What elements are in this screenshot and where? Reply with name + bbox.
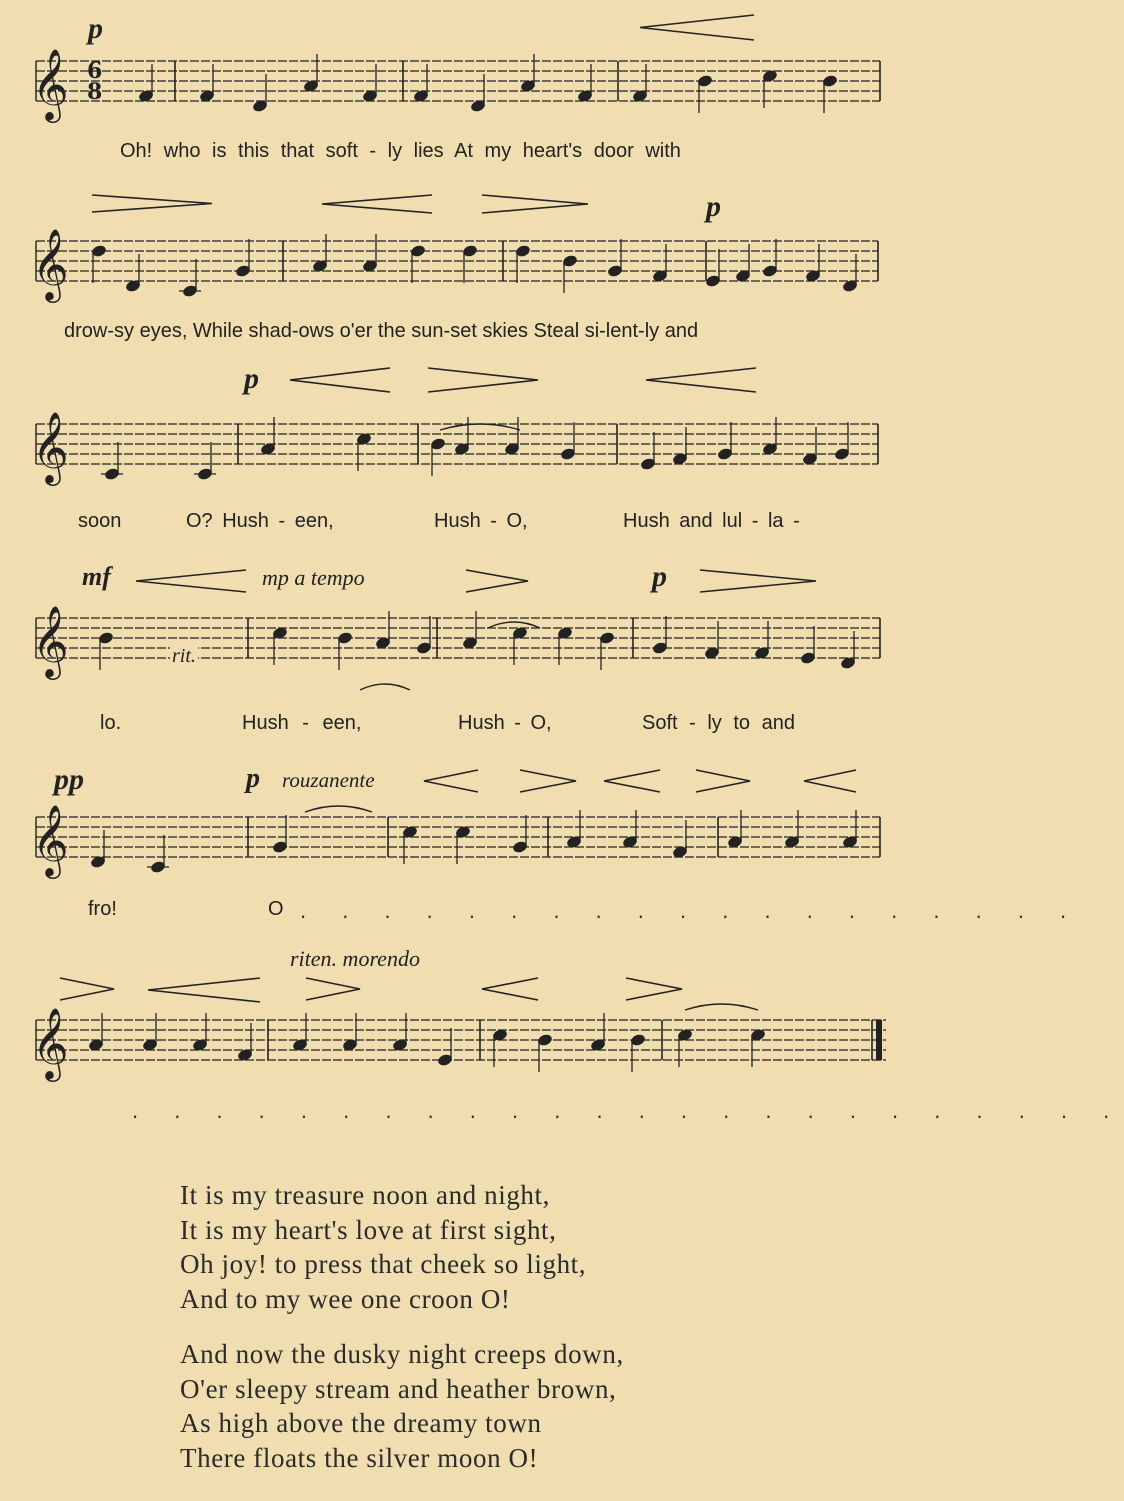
lyric-hush-o-1: Hush - O, — [434, 510, 528, 532]
tempo-riten-morendo: riten. morendo — [290, 946, 420, 971]
verse-line: It is my heart's love at first sight, — [180, 1214, 557, 1245]
crescendo-hairpin — [322, 195, 432, 213]
slur — [360, 684, 410, 690]
treble-clef-icon: 𝄞 — [32, 227, 69, 300]
diminuendo-hairpin — [428, 368, 538, 392]
lyric-hush-lullalo: Hush and lul - la - — [623, 510, 800, 532]
slur — [440, 424, 520, 430]
diminuendo-hairpin — [60, 978, 114, 1000]
dynamic-p-2: p — [706, 190, 721, 223]
verse-line: There floats the silver moon O! — [180, 1442, 539, 1473]
final-barline — [876, 1020, 882, 1060]
lyric-softly-to-and: Soft - ly to and — [642, 712, 795, 734]
crescendo-hairpin — [482, 978, 538, 1000]
lyric-hush-o-2: Hush - O, — [458, 712, 552, 734]
dynamic-p-1: p — [88, 12, 103, 45]
dynamic-p-3: p — [244, 362, 259, 395]
lyric-hush-een-2: Hush - een, — [242, 712, 362, 734]
verse-line: And now the dusky night creeps down, — [180, 1339, 624, 1369]
crescendo-hairpin — [148, 978, 260, 1002]
diminuendo-hairpin — [306, 978, 360, 1000]
verse-line: Oh joy! to press that cheek so light, — [180, 1249, 587, 1279]
dynamic-mf: mf — [82, 562, 111, 591]
diminuendo-hairpin — [626, 978, 682, 1000]
verse-line: And to my wee one croon O! — [180, 1283, 511, 1314]
lyric-hush-een-1: O? Hush - een, — [186, 510, 334, 532]
tempo-rit: rit. — [172, 645, 196, 667]
dynamic-p-5: p — [246, 763, 260, 794]
melisma-dots-2: . . . . . . . . . . . . . . . . . . . . . . . . — [132, 1098, 1124, 1123]
crescendo-hairpin — [290, 368, 390, 392]
treble-clef-icon: 𝄞 — [32, 604, 69, 677]
tempo-mp-a-tempo: mp a tempo — [262, 565, 365, 590]
treble-clef-icon: 𝄞 — [32, 803, 69, 876]
verse-line: It is my treasure noon and night, — [180, 1180, 550, 1210]
treble-clef-icon: 𝄞 — [32, 1006, 69, 1079]
slur — [488, 622, 540, 628]
crescendo-hairpin — [604, 770, 660, 792]
crescendo-hairpin — [640, 15, 754, 40]
lyrics-system-1: Oh! who is this that soft - ly lies At my heart's door with — [120, 140, 681, 162]
verse-3 — [180, 1337, 624, 1475]
crescendo-hairpin — [424, 770, 478, 792]
diminuendo-hairpin — [700, 570, 816, 592]
dynamic-pp: pp — [54, 763, 84, 796]
diminuendo-hairpin — [696, 770, 750, 792]
verse-line: As high above the dreamy town — [180, 1408, 542, 1438]
crescendo-hairpin — [646, 368, 756, 392]
diminuendo-hairpin — [482, 195, 588, 213]
melisma-dots-1: . . . . . . . . . . . . . . . . . . . — [300, 898, 1082, 923]
lyrics-system-2: drow-sy eyes, While shad-ows o'er the sun-set skies Steal si-lent-ly and — [64, 320, 699, 342]
dynamic-p-4: p — [652, 560, 667, 593]
time-signature-bottom: 8 — [87, 79, 103, 105]
verse-line: O'er sleepy stream and heather brown, — [180, 1373, 617, 1404]
slur — [305, 806, 372, 812]
time-signature-top: 6 — [87, 58, 103, 84]
lyric-lo: lo. — [100, 712, 122, 734]
slur — [685, 1004, 758, 1010]
lyric-o-melisma: O — [268, 898, 284, 920]
crescendo-hairpin — [804, 770, 856, 792]
tempo-rouzanente: rouzanente — [282, 768, 375, 792]
diminuendo-hairpin — [520, 770, 576, 792]
crescendo-hairpin — [136, 570, 246, 592]
verse-2 — [180, 1178, 586, 1316]
treble-clef-icon: 𝄞 — [32, 47, 69, 120]
diminuendo-hairpin — [466, 570, 528, 592]
lyric-fro: fro! — [88, 898, 117, 920]
lyric-soon: soon — [78, 510, 122, 532]
diminuendo-hairpin — [92, 195, 212, 212]
treble-clef-icon: 𝄞 — [32, 410, 69, 483]
